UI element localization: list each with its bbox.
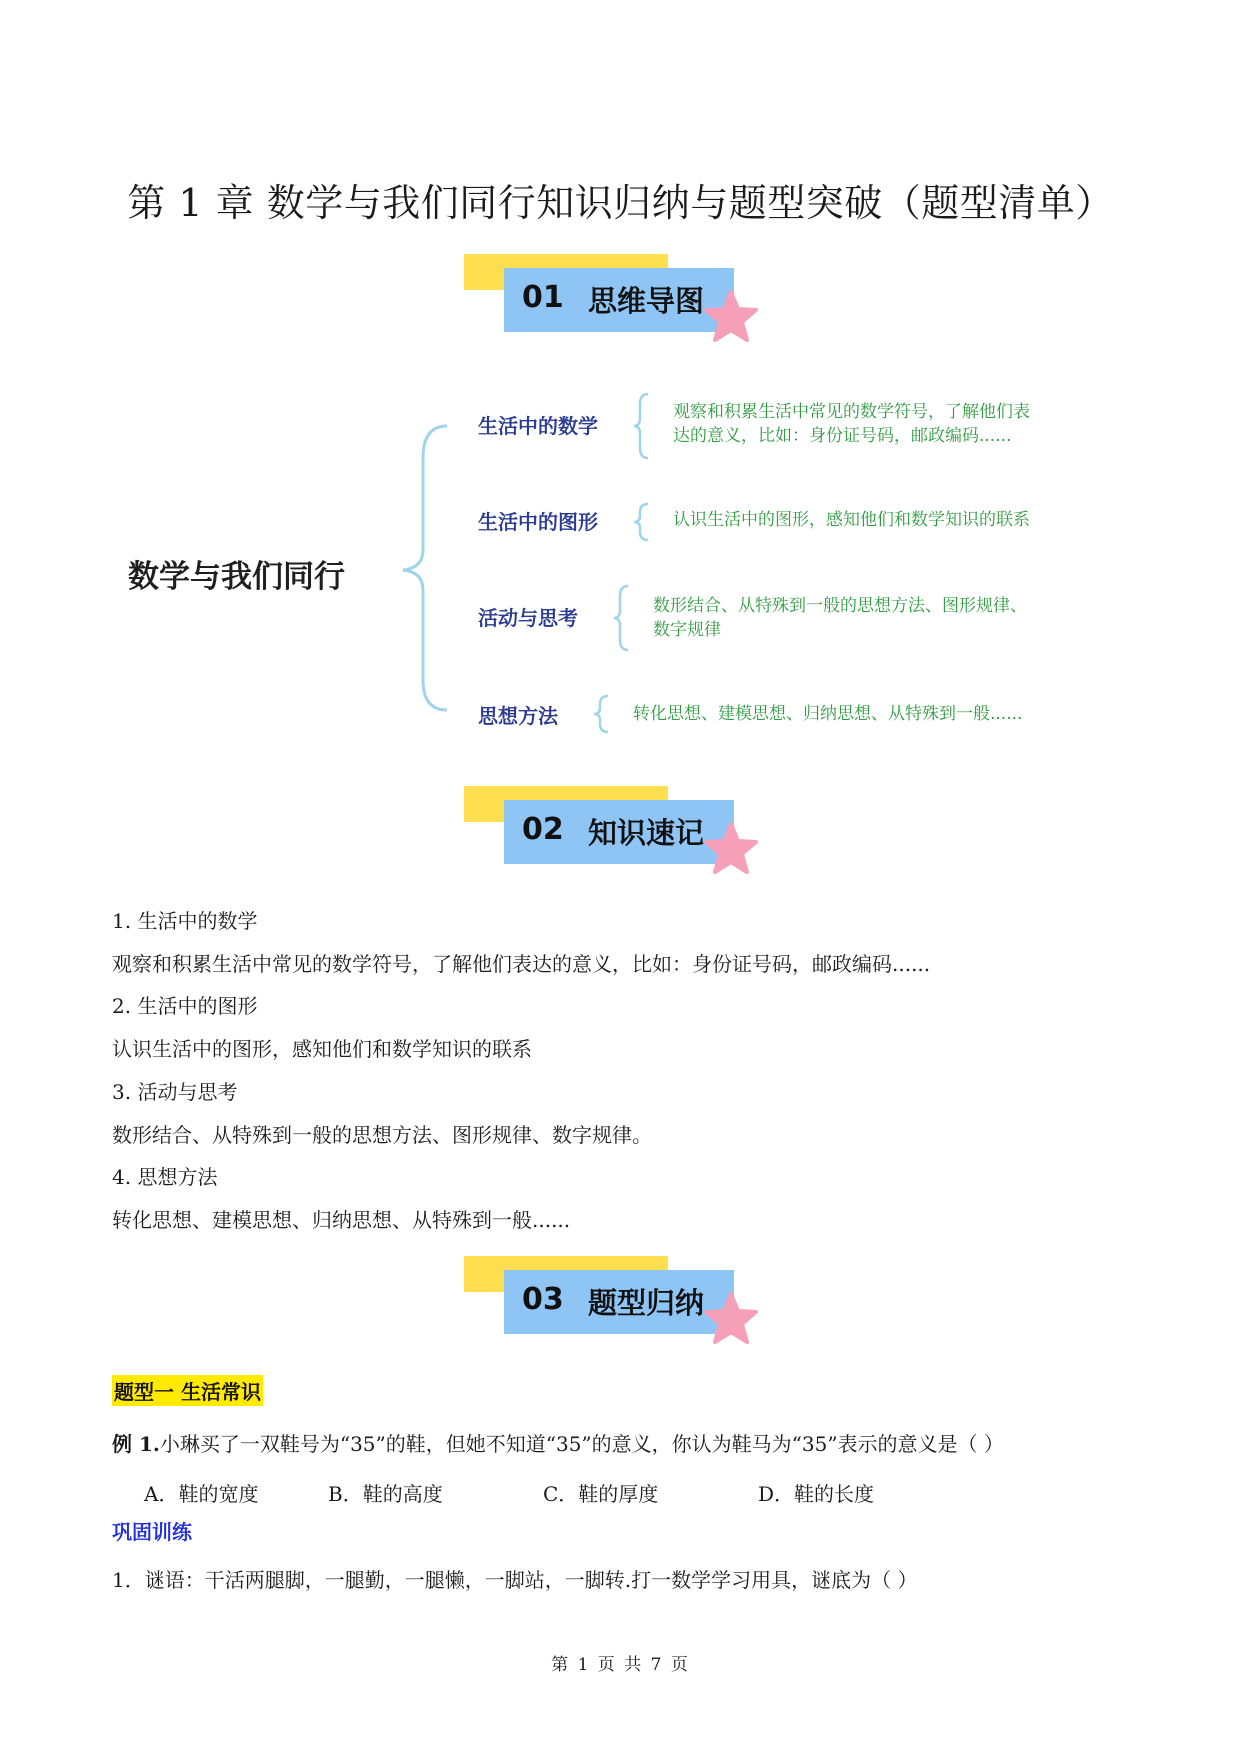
branch-detail-line: 认识生活中的图形，感知他们和数学知识的联系 xyxy=(673,510,1030,530)
section-number: 03 xyxy=(522,1282,564,1317)
mind-map-branch: 思想方法 xyxy=(478,704,558,728)
branch-detail xyxy=(673,508,1030,532)
knowledge-text: 转化思想、建模思想、归纳思想、从特殊到一般...... xyxy=(112,1208,571,1232)
question-type-heading: 题型一 生活常识 xyxy=(112,1375,263,1406)
star-icon xyxy=(704,1292,758,1344)
section-label: 知识速记 xyxy=(588,816,705,850)
mind-map-big-bracket xyxy=(395,418,455,718)
exercise-question: 1．谜语：干活两腿脚，一腿勤，一腿懒，一脚站，一脚转.打一数学学习用具，谜底为（ ） xyxy=(112,1568,918,1592)
branch-bracket xyxy=(592,694,612,734)
branch-detail-line: 数形结合、从特殊到一般的思想方法、图形规律、 xyxy=(653,596,1027,616)
mind-map-branch: 生活中的数学 xyxy=(478,414,598,438)
mind-map-branch: 生活中的图形 xyxy=(478,510,598,534)
star-icon xyxy=(704,290,758,342)
section-banner-mind-map xyxy=(464,254,764,344)
option-b: B．鞋的高度 xyxy=(328,1482,443,1506)
section-number: 02 xyxy=(522,812,564,847)
branch-bracket xyxy=(632,392,652,460)
knowledge-heading: 1. 生活中的数学 xyxy=(112,909,258,933)
knowledge-text: 观察和积累生活中常见的数学符号，了解他们表达的意义，比如：身份证号码，邮政编码...... xyxy=(112,952,931,976)
section-banner-knowledge xyxy=(464,786,764,876)
knowledge-text: 数形结合、从特殊到一般的思想方法、图形规律、数字规律。 xyxy=(112,1123,652,1147)
page-title: 第 1 章 数学与我们同行知识归纳与题型突破（题型清单） xyxy=(127,181,1114,225)
option-a: A．鞋的宽度 xyxy=(144,1482,259,1506)
example-label: 例 1. xyxy=(112,1432,160,1456)
knowledge-heading: 2. 生活中的图形 xyxy=(112,994,258,1018)
section-number: 01 xyxy=(522,280,564,315)
consolidate-heading: 巩固训练 xyxy=(112,1520,192,1544)
branch-detail xyxy=(633,702,1022,726)
mind-map-branch: 活动与思考 xyxy=(478,606,578,630)
branch-detail xyxy=(673,400,1030,448)
branch-bracket xyxy=(612,584,632,652)
branch-detail-line: 观察和积累生活中常见的数学符号，了解他们表 xyxy=(673,402,1030,422)
branch-detail-line: 达的意义，比如：身份证号码，邮政编码...... xyxy=(673,426,1012,446)
section-label: 思维导图 xyxy=(588,284,705,318)
knowledge-text: 认识生活中的图形，感知他们和数学知识的联系 xyxy=(112,1037,532,1061)
page-footer: 第 1 页 共 7 页 xyxy=(551,1655,690,1675)
branch-detail xyxy=(653,594,1027,642)
knowledge-heading: 3. 活动与思考 xyxy=(112,1080,238,1104)
option-c: C．鞋的厚度 xyxy=(543,1482,659,1506)
example-text: 小琳买了一双鞋号为“35”的鞋，但她不知道“35”的意义，你认为鞋马为“35”表示的意义是（ ） xyxy=(159,1432,1004,1456)
branch-detail-line: 转化思想、建模思想、归纳思想、从特殊到一般...... xyxy=(633,704,1023,724)
example-question xyxy=(112,1428,1004,1457)
star-icon xyxy=(704,822,758,874)
section-banner-question-types xyxy=(464,1256,764,1346)
mind-map-root: 数学与我们同行 xyxy=(128,559,345,595)
branch-detail-line: 数字规律 xyxy=(653,620,721,640)
option-d: D．鞋的长度 xyxy=(758,1482,875,1506)
knowledge-heading: 4. 思想方法 xyxy=(112,1165,218,1189)
section-label: 题型归纳 xyxy=(588,1286,705,1320)
branch-bracket xyxy=(632,502,652,542)
